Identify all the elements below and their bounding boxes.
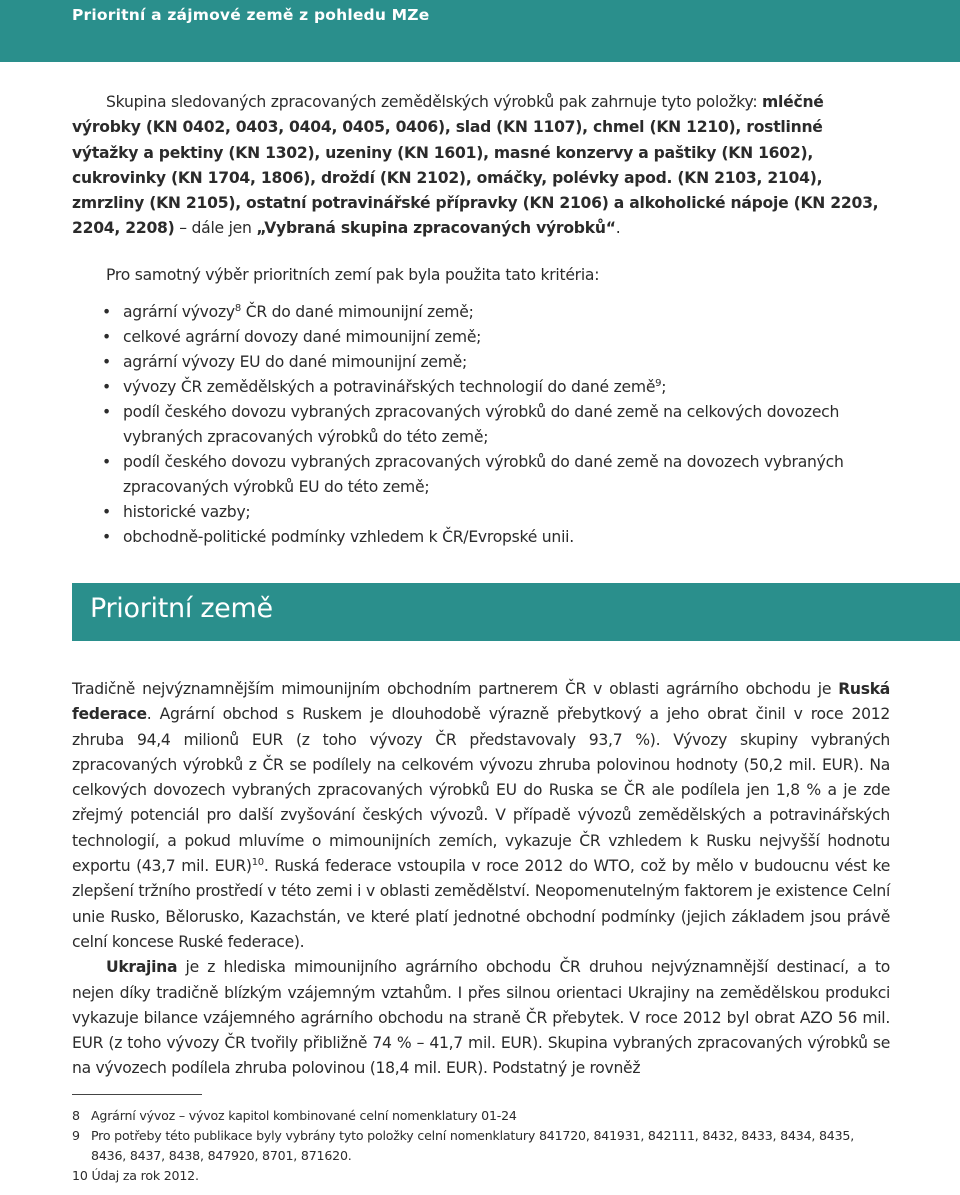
footnote-ref-8[interactable]: 8 [234,303,241,314]
intro-text-3: . [615,219,621,238]
footnote-number: 9 [72,1128,80,1143]
criteria-item: • podíl českého dovozu vybraných zpracovaných výrobků do dané země na celkových dovozech vybraných zpracovaných výrobků do této země; [72,400,890,450]
footnote-8 [72,1106,890,1126]
footnote-9 [72,1126,890,1166]
section-title: Prioritní země [90,593,273,624]
footnote-divider [72,1094,202,1095]
criteria-item: • agrární vývozy EU do dané mimounijní země; [72,350,890,375]
header-band [0,0,960,62]
bold-russia: Ruská federace [72,680,890,724]
criteria-item: • agrární vývozy$^8$ ČR do dané mimounijní země; [72,300,890,325]
footnote-number: 10 [72,1168,88,1183]
bold-ukraine: Ukrajina [106,958,178,977]
footnote-ref-10[interactable]: 10 [251,857,264,869]
intro-bold-group-name: „Vybraná skupina zpracovaných výrobků“ [256,219,616,238]
criteria-list [72,300,890,550]
footnote-number: 8 [72,1108,80,1123]
section-heading-band [72,583,960,641]
footnote-text: Agrární vývoz – vývoz kapitol kombinované celní nomenklatury 01-24 [91,1108,517,1123]
criteria-item: • historické vazby; [72,500,890,525]
footnote-text: Pro potřeby této publikace byly vybrány tyto položky celní nomenklatury 841720, 841931, 842111, 8432, 8433, 8434, 8435, 8436, 8437, 8438, 847920, 8701, 871620. [91,1128,855,1163]
intro-text-1: Skupina sledovaných zpracovaných zemědělských výrobků pak zahrnuje tyto položky: [106,93,763,111]
criteria-item: • celkové agrární dovozy dané mimounijní země; [72,325,890,350]
footnotes [72,1106,890,1186]
section-body [72,677,890,1082]
running-header-title: Prioritní a zájmové země z pohledu MZe [72,6,430,24]
footnote-10 [72,1166,890,1186]
intro-paragraph [72,90,890,242]
paragraph-russia: Tradičně nejvýznamnějším mimounijním obchodním partnerem ČR v oblasti agrárního obchodu je Ruská federace. Agrární obchod s Ruskem je dlouhodobě výrazně přebytkový a jeho obrat činil v roce 2012 zhruba 94,4 milionů EUR (z toho vývozy ČR představovaly 93,7 %). Vývozy skupiny vybraných zpracovaných výrobků z ČR se podílely na celkovém vývozu zhruba polovinou hodnoty (50,2 mil. EUR). Na celkových dovozech vybraných zpracovaných výrobků EU do Ruska se ČR ale podílela jen 1,8 % a je zde zřejmý potenciál pro další zvyšování českých vývozů. V případě vývozů zemědělských a potravinářských technologií, a pokud mluvíme o mimounijních zemích, vykazuje ČR vzhledem k Rusku nejvyšší hodnotu exportu (43,7 mil. EUR)$^{10}$. Ruská federace vstoupila v roce 2012 do WTO, což by mělo v budoucnu vést ke zlepšení tržního prostředí v této zemi i v oblasti zemědělství. Neopomenutelným faktorem je existence Celní unie Rusko, Bělorusko, Kazachstán, ve které platí jednotné obchodní podmínky (jejich základem jsou právě celní koncese Ruské federace). [72,680,891,951]
criteria-item: • vývozy ČR zemědělských a potravinářských technologií do dané země$^9$; [72,375,890,400]
footnote-ref-9[interactable]: 9 [655,378,662,389]
footnote-text: Údaj za rok 2012. [91,1168,199,1183]
criteria-item: • podíl českého dovozu vybraných zpracovaných výrobků do dané země na dovozech vybraných zpracovaných výrobků EU do této země; [72,450,890,500]
criteria-item: • obchodně-politické podmínky vzhledem k ČR/Evropské unii. [72,525,890,550]
intro-bold-items: mléčné výrobky (KN 0402, 0403, 0404, 0405, 0406), slad (KN 1107), chmel (KN 1210), rostlinné výtažky a pektiny (KN 1302), uzeniny (KN 1601), masné konzervy a paštiky (KN 1602), cukrovinky (KN 1704, 1806), droždí (KN 2102), omáčky, polévky apod. (KN 2103, 2104), zmrzliny (KN 2105), ostatní potravinářské přípravky (KN 2106) a alkoholické nápoje (KN 2203, 2204, 2208) [72,93,879,238]
criteria-intro: Pro samotný výběr prioritních zemí pak byla použita tato kritéria: [106,266,600,284]
paragraph-ukraine: Ukrajina je z hlediska mimounijního agrárního obchodu ČR druhou nejvýznamnější destinací, a to nejen díky tradičně blízkým vzájemným vztahům. I přes silnou orientaci Ukrajiny na zemědělskou produkci vykazuje bilance vzájemného agrárního obchodu na straně ČR přebytek. V roce 2012 byl obrat AZO 56 mil. EUR (z toho vývozy ČR tvořily přibližně 74 % – 41,7 mil. EUR). Skupina vybraných zpracovaných výrobků se na vývozech podílela zhruba polovinou (18,4 mil. EUR). Podstatný je rovněž [72,958,890,1078]
intro-text-2: – dále jen [174,219,257,238]
